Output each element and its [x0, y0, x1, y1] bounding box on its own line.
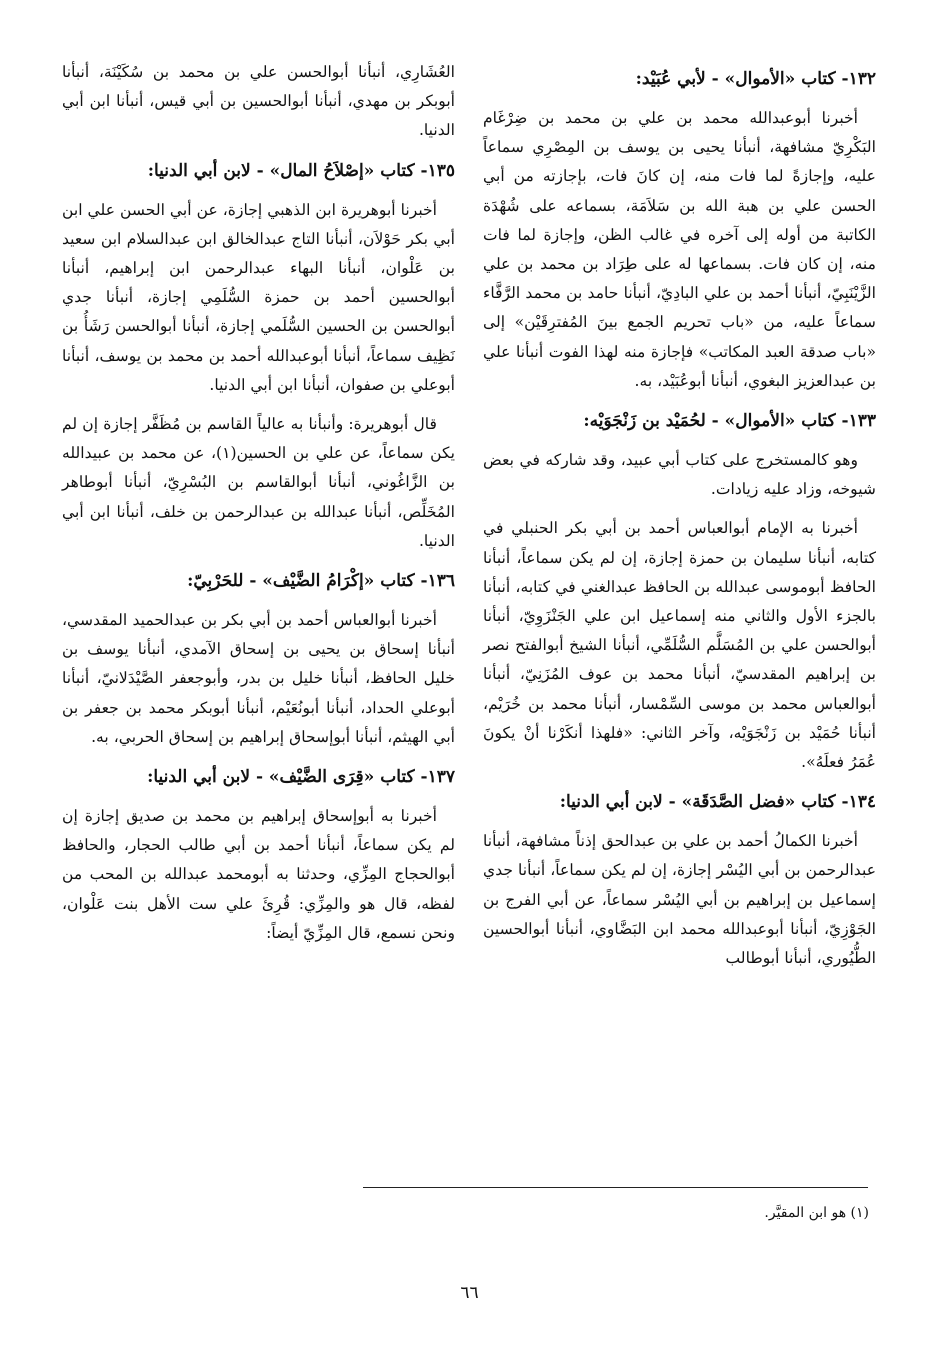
- paragraph: أخبرنا أبوعبدالله محمد بن علي بن محمد بن ضِرْغَام البَكْرِيّ مشافهة، أنبأنا يحيى بن يوسف بن المِصْرِي سماعاً عليه، وإجازةً لما فات منه، إن كانَ فات، بإجازته من أبي الحسن علي بن هبة الله بن سَلاَمَة، بسماعه على شُهْدَة الكاتبة من أوله إلى آخره في غالب الظن، وإجازة لما فات منه، إن كان فات. بسماعها له على طِرَاد بن محمد بن علي الزَّيْنَبِيّ، أنبأنا أحمد بن علي البادِيّ، أنبأنا حامد بن محمد الرَّفَّاء سماعاً عليه، من «باب تحريم الجمع بينَ المُفترِقَيْن» إلى «باب صدقة العبد المكاتب» فإجازة منه لهذا الفوت أنبأنا علي بن عبدالعزيز البغوي، أنبأنا أبوعُبَيْد، به.: [483, 109, 876, 390]
- section-heading: ١٣٧- كتاب «قِرَى الضَّيْف» - لابن أبي الدنيا:: [147, 767, 455, 788]
- section-heading: ١٣٢- كتاب «الأموال» - لأبي عُبَيْد:: [635, 69, 876, 89]
- paragraph: أخبرنا الكمالُ أحمد بن علي بن عبدالحق إذناً مشافهة، أنبأنا عبدالرحمن بن أبي اليُسْر إجازة، إن لم يكن سماعاً، أنبأنا جدي إسماعيل بن إبراهيم بن أبي اليُسْر سماعاً، عن أبي الفرج بن الجَوْزِيّ، أنبأنا أبوعبدالله محمد ابن البَضَّاوي، أنبأنا أبوالحسين الطُّيُوري، أنبأنا أبوطالب: [483, 832, 876, 968]
- paragraph: وهو كالمستخرج على كتاب أبي عبيد، وقد شاركه في بعض شيوخه، وزاد عليه زيادات.: [483, 451, 876, 499]
- footnote-divider: [363, 1187, 868, 1188]
- paragraph: العُشَارِي، أنبأنا أبوالحسن علي بن محمد بن سُكَيْنَة، أنبأنا أبوبكر بن مهدي، أنبأنا أبوالحسين بن أبي قيس، أنبأنا ابن أبي الدنيا.: [62, 63, 455, 140]
- page-number: ٦٦: [460, 1283, 479, 1303]
- paragraph: قال أبوهريرة: وأنبأنا به عالياً القاسم بن مُظَفَّر إجازة إن لم يكن سماعاً، عن علي بن الحسين(١)، عن محمد بن عبيدالله بن الزَّاغُوني، أنبأنا أبوالقاسم بن البُسْرِيّ، أنبأنا أبوطاهر المُخَلِّص، أنبأنا عبدالله بن عبدالرحمن بن خلف، أنبأنا ابن أبي الدنيا.: [62, 415, 455, 550]
- paragraph: أخبرنا أبوهريرة ابن الذهبي إجازة، عن أبي الحسن علي ابن أبي بكر حَوْلاَن، أنبأنا التاج عبدالخالق ابن عبدالسلام ابن سعيد بن عَلْوان، أنبأنا البهاء عبدالرحمن ابن إبراهيم، أنبأنا أبوالحسين أحمد بن حمزة السُّلَمِي إجازة، أنبأنا جدي أبوالحسن بن الحسين السُّلَمي إجازة، أنبأنا أبوالحسن رَشَأُ بن نَظِيف سماعاً، أنبأنا أبوعبدالله أحمد بن محمد بن يوسف، أنبأنا أبوعلي بن صفوان، أنبأنا ابن أبي الدنيا.: [62, 200, 455, 394]
- paragraph: أخبرنا به الإمام أبوالعباس أحمد بن أبي بكر الحنبلي في كتابه، أنبأنا سليمان بن حمزة إجازة، إن لم يكن سماعاً، أنبأنا الحافظ أبوموسى عبدالله بن الحافظ عبدالغني في كتابه، أنبأنا بالجزء الأول والثاني منه إسماعيل ابن علي الجَنْزَوِيّ، أنبأنا أبوالحسن علي بن المُسَلَّم السُّلَمِّي، أنبأنا الشيخ أبوالفتح نصر بن إبراهيم المقدسيّ، أنبأنا محمد بن عوف المُزَنِيّ، أنبأنا أبوالعباس محمد بن موسى السِّمْسار، أنبأنا محمد بن خُرَيْم، أنبأنا حُمَيْد بن زَنْجَوَيْه، وآخر الثاني: «فلهذا أنكَرْنا أنْ يكونَ عُمَرُ فعلَهُ».: [483, 519, 876, 772]
- section-heading: ١٣٣- كتاب «الأموال» - لحُمَيْد بن زَنْجَوَيْه:: [583, 411, 876, 432]
- section-heading: ١٣٤- كتاب «فضل الصَّدَقَة» - لابن أبي الدنيا:: [559, 792, 876, 813]
- right-column: [483, 58, 876, 983]
- paragraph: أخبرنا به أبوإسحاق إبراهيم بن محمد بن صديق إجازة إن لم يكن سماعاً، أنبأنا أحمد بن أبي طالب الحجار، والحافظ أبوالحجاج المِزِّي، وحدثنا به أبومحمد عبدالله بن المحب من لفظه، قال هو والمِزِّي: قُرِئَ علي ست الأهل بنت عَلْوان، ونحن نسمع، قال المِزِّيّ أيضاً:: [62, 807, 455, 942]
- section-heading: ١٣٦- كتاب «إكْرَامُ الضَّيْف» - للحَرْبِيّ:: [187, 571, 455, 592]
- section-heading: ١٣٥- كتاب «إصْلاَحُ المال» - لابن أبي الدنيا:: [147, 160, 455, 181]
- left-column: [62, 58, 455, 958]
- footnote: (١) هو ابن المقيَّر.: [764, 1205, 869, 1221]
- paragraph: أخبرنا أبوالعباس أحمد بن أبي بكر بن عبدالحميد المقدسي، أنبأنا إسحاق بن يحيى بن إسحاق الآمدي، أنبأنا يوسف بن خليل الحافظ، أنبأنا خليل بن بدر، وأبوجعفر الصَّيْدَلانيّ، أنبأنا أبوعلي الحداد، أنبأنا أبونُعَيْم، أنبأنا أبوبكر محمد بن جعفر بن أبي الهيثم، أنبأنا أبوإسحاق إبراهيم بن إسحاق الحربي، به.: [62, 611, 455, 746]
